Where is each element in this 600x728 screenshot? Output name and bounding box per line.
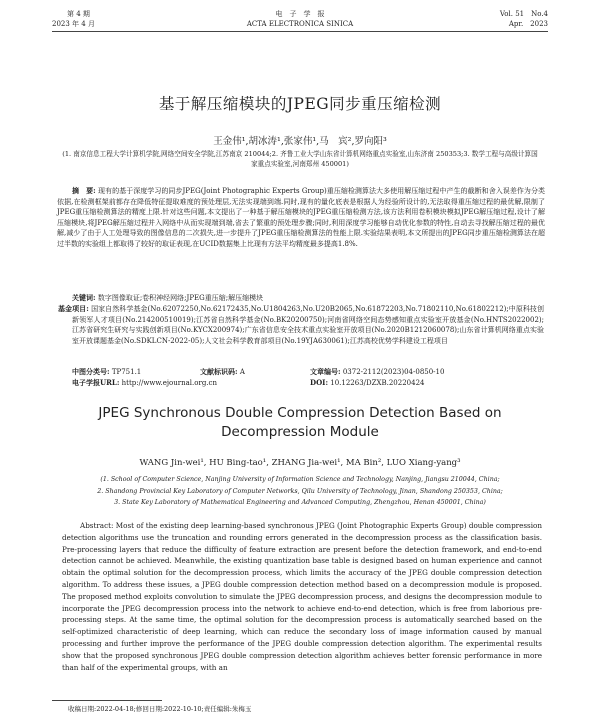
classification-row [72, 367, 141, 377]
affiliations-en [60, 474, 540, 509]
url-label: 电子学报URL: [72, 378, 120, 387]
art-label: 文章编号: [310, 367, 341, 376]
keywords-cn-text: 数字图像取证;卷积神经网络;JPEG重压缩;解压缩模块 [97, 294, 264, 302]
doc-code-row [200, 367, 245, 377]
title-cn: 基于解压缩模块的JPEG同步重压缩检测 [158, 95, 442, 113]
art-value: 0372-2112(2023)04-0850-10 [342, 368, 445, 376]
abstract-en-text: Most of the existing deep learning-based synchronous JPEG (Joint Photographic Experts Group) double compression detection algorithms use the truncation and rounding errors generated in the decompression process as the classification basis. Pre-processing layers that reduce the difficulty of feature extraction are present before the detection framework, and end-to-end detection cannot be achieved. Meanwhile, the existing quantization base table is designed based on human experience and cannot obtain the optimal solution for the decompression process, which limits the accuracy of the JPEG double compression detection algorithm. To address these issues, a JPEG double compression detection method based on a decompression module is proposed. The proposed method exploits convolution to simulate the JPEG decompression process, and designs the decompression module to incorporate the JPEG decompression process into the network to achieve end-to-end detection, which is free from laborious pre-processing steps. At the same time, the optimal solution for the decompression process is automatically searched based on the self-optimized characteristic of deep learning, which can reduce the secondary loss of image information caused by manual processing and further improve the performance of the JPEG double compression detection algorithm. The experimental results show that the proposed synchronous JPEG double compression detection algorithm achieves better forensic performance in more than half of the experimental groups, with an [62, 521, 542, 672]
abstract-cn-label: 摘 要: [72, 186, 96, 195]
doi-label: DOI: [310, 378, 329, 387]
header-rule [52, 31, 548, 32]
keywords-cn-label: 关键词: [72, 293, 96, 302]
doc-label: 文献标识码: [200, 367, 238, 376]
date-en: Apr. 2023 [508, 20, 548, 28]
footnote-rule [52, 700, 162, 701]
abstract-en-label: Abstract: [80, 521, 114, 530]
fund-cn-label: 基金项目: [58, 304, 89, 313]
journal-cn: 电 子 学 报 [275, 10, 325, 18]
url-row [72, 378, 217, 388]
footnote-dates: 收稿日期:2022-04-18;修回日期:2022-10-10;责任编辑:朱梅玉 [68, 705, 252, 713]
url-value[interactable]: http://www.ejournal.org.cn [121, 379, 217, 387]
doi-row [310, 378, 424, 387]
article-number-row [310, 367, 444, 377]
doi-value[interactable]: 10.12263/DZXB.20220424 [330, 379, 425, 387]
issue-cn: 第 4 期 [67, 10, 90, 18]
fund-cn-text: 国家自然科学基金(No.62072250,No.62172435,No.U1804263,No.U20B2065,No.61872203,No.71802110,No.61802212);中原科技创新领军人才项目(No.214200510019);江苏省自然科学基金(No.BK20200750);河南省网络空间态势感知重点实验室开放基金(No.HNTS2022002);江苏省研究生研究与实践创新项目(No.KYCX200974);广东省信息安全技术重点实验室开放项目(No.2020B1212060078);山东省计算机网络重点实验室开放课题基金(No.SDKLCN-2022-05);人文社会科学教育部项目(No.19YJA630061);江苏高校优势学科建设工程项目 [72, 305, 544, 345]
abstract-cn-text: 现有的基于深度学习的同步JPEG(Joint Photographic Experts Group)重压缩检测算法大多使用解压缩过程中产生的截断和舍入误差作为分类依据,在检测框架前都存在降低特征提取难度的预处理层,无法实现端到端.同时,现有的量化底表是根据人为经验所设计的,无法取得重压缩过程的最优解,限制了JPEG重压缩检测算法的精度上限.针对这些问题,本文提出了一种基于解压缩模块的JPEG重压缩检测方法,该方法利用卷积模块模拟JPEG解压缩过程,设计了解压缩模块,将JPEG解压缩过程并入网络中从而实现端到端,省去了繁重的预处理步骤;同时,利用深度学习能够自动优化参数的特性,自动去寻找解压缩过程的最优解,减少了由于人工处理导致的图像信息的二次损失,进一步提升了JPEG重压缩检测算法的性能上限.实验结果表明,本文所提出的JPEG同步重压缩检测算法在超过半数的实验组上都取得了较好的取证表现,在UCID数据集上比现有方法平均精度最多提高1.8%. [57, 187, 546, 248]
affiliation-en-1: (1. School of Computer Science, Nanjing University of Information Science and Technology, Nanjing, Jiangsu 210044, China; [100, 476, 500, 483]
abstract-cn [57, 186, 545, 250]
abstract-en [62, 520, 542, 673]
volume-number: Vol. 51 No.4 [499, 10, 548, 18]
title-en: JPEG Synchronous Double Compression Detection Based on Decompression Module [98, 405, 502, 440]
cls-label: 中图分类号: [72, 367, 110, 376]
journal-en: ACTA ELECTRONICA SINICA [246, 20, 354, 28]
affiliations-cn: (1. 南京信息工程大学计算机学院,网络空间安全学院,江苏南京 210044;2. 齐鲁工业大学山东省计算机网络重点实验室,山东济南 250353;3. 数学工程与高级计算国家重点实验室,河南郑州 450001) [62, 150, 538, 168]
date-cn: 2023 年 4 月 [52, 20, 95, 28]
authors-cn: 王金伟¹,胡冰涛¹,张家伟¹,马 宾²,罗向阳³ [213, 136, 387, 147]
affiliation-en-2: 2. Shandong Provincial Key Laboratory of Computer Networks, Qilu University of Technology, Jinan, Shandong 250353, China; [97, 487, 503, 495]
fund-cn [58, 304, 544, 346]
keywords-cn [72, 293, 542, 303]
cls-value: TP751.1 [111, 368, 142, 376]
affiliation-en-3: 3. State Key Laboratory of Mathematical Engineering and Advanced Computing, Zhengzhou, Henan 450001, China) [114, 499, 486, 506]
authors-en: WANG Jin-wei¹, HU Bing-tao¹, ZHANG Jia-wei¹, MA Bin², LUO Xiang-yang³ [139, 458, 461, 468]
doc-value: A [239, 368, 245, 376]
